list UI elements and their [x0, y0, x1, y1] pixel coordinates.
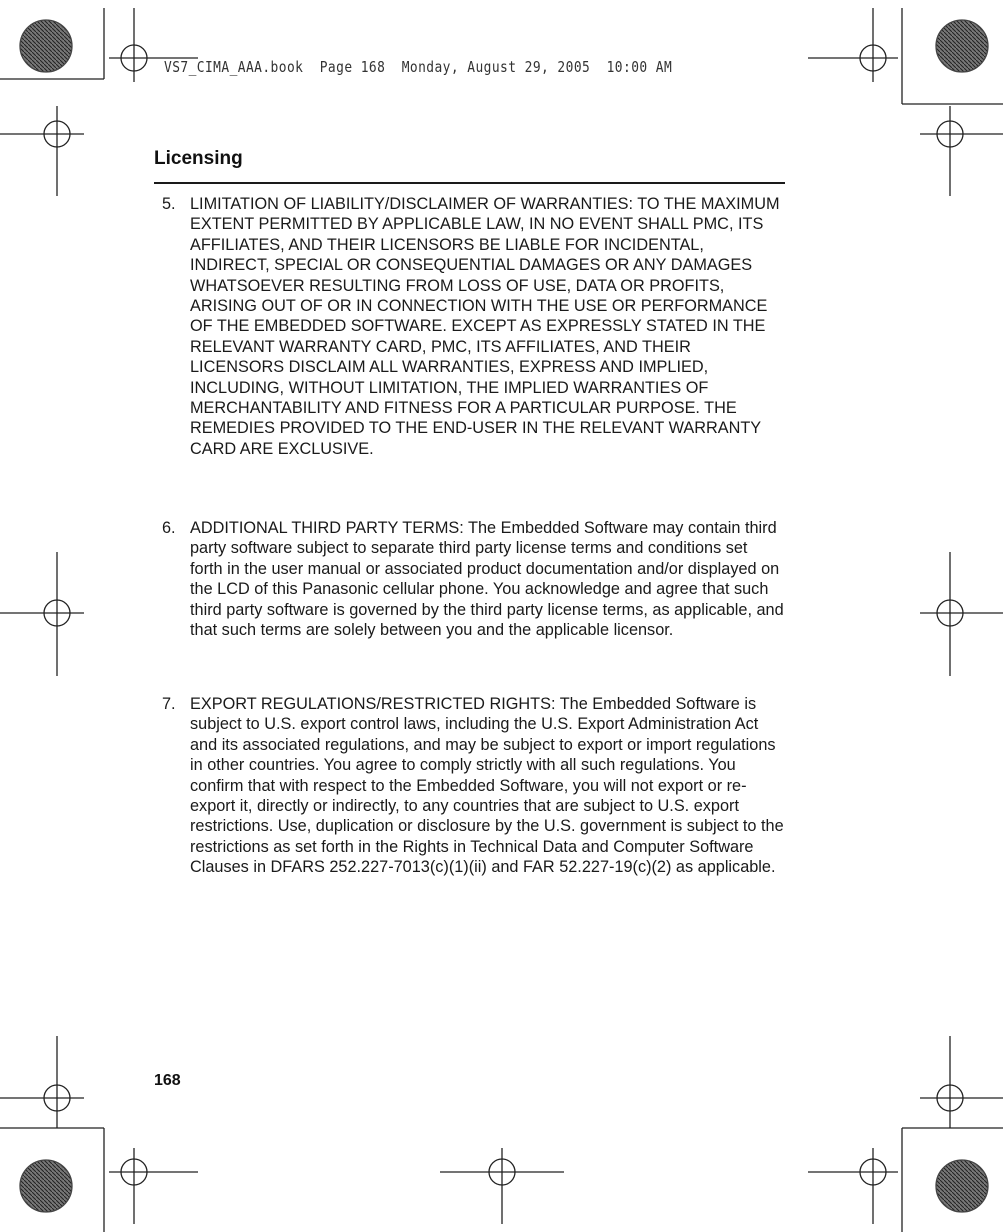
top-right-marks — [808, 8, 1003, 196]
list-item-text: ADDITIONAL THIRD PARTY TERMS: The Embedded Software may contain third party software subject to separate third party license terms and conditions set forth in the user manual or associated product documentation and/or displayed on the LCD of this Panasonic cellular phone. You acknowledge and agree that such third party software is governed by the third party license terms, as applicable, and that such terms are solely between you and the applicable licensor. — [190, 519, 784, 640]
heading-rule — [154, 182, 785, 184]
bottom-left-marks — [0, 1036, 198, 1232]
page-number: 168 — [154, 1072, 181, 1089]
bottom-right-marks — [808, 1036, 1003, 1232]
middle-right-mark — [920, 552, 1003, 676]
color-wheel-icon — [936, 1160, 988, 1212]
color-wheel-icon — [20, 1160, 72, 1212]
list-item — [162, 694, 784, 878]
list-item-number: 6. — [162, 519, 176, 537]
book-slug-line: VS7_CIMA_AAA.book Page 168 Monday, August 29, 2005 10:00 AM — [164, 58, 673, 76]
list-item — [162, 518, 784, 640]
list-item — [162, 194, 784, 459]
section-heading: Licensing — [154, 148, 243, 169]
list-item-text: EXPORT REGULATIONS/RESTRICTED RIGHTS: The Embedded Software is subject to U.S. export control laws, including the U.S. Export Administration Act and its associated regulations, and may be subject to export or import regulations in other countries. You agree to comply strictly with all such regulations. You confirm that with respect to the Embedded Software, you will not export or re-export it, directly or indirectly, to any countries that are subject to U.S. export restrictions. Use, duplication or disclosure by the U.S. government is subject to the restrictions as set forth in the Rights in Technical Data and Computer Software Clauses in DFARS 252.227-7013(c)(1)(ii) and FAR 52.227-19(c)(2) as applicable. — [190, 695, 784, 877]
list-item-number: 5. — [162, 195, 176, 213]
list-item-number: 7. — [162, 695, 176, 713]
middle-left-mark — [0, 552, 84, 676]
color-wheel-icon — [936, 20, 988, 72]
list-item-text: LIMITATION OF LIABILITY/DISCLAIMER OF WARRANTIES: TO THE MAXIMUM EXTENT PERMITTED BY APPLICABLE LAW, IN NO EVENT SHALL PMC, ITS AFFILIATES, AND THEIR LICENSORS BE LIABLE FOR INCIDENTAL, INDIRECT, SPECIAL OR CONSEQUENTIAL DAMAGES OR ANY DAMAGES WHATSOEVER RESULTING FROM LOSS OF USE, DATA OR PROFITS, ARISING OUT OF OR IN CONNECTION WITH THE USE OR PERFORMANCE OF THE EMBEDDED SOFTWARE. EXCEPT AS EXPRESSLY STATED IN THE RELEVANT WARRANTY CARD, PMC, ITS AFFILIATES, AND THEIR LICENSORS DISCLAIM ALL WARRANTIES, EXPRESS AND IMPLIED, INCLUDING, WITHOUT LIMITATION, THE IMPLIED WARRANTIES OF MERCHANTABILITY AND FITNESS FOR A PARTICULAR PURPOSE. THE REMEDIES PROVIDED TO THE END-USER IN THE RELEVANT WARRANTY CARD ARE EXCLUSIVE. — [190, 195, 780, 458]
color-wheel-icon — [20, 20, 72, 72]
bottom-center-mark — [440, 1148, 564, 1224]
